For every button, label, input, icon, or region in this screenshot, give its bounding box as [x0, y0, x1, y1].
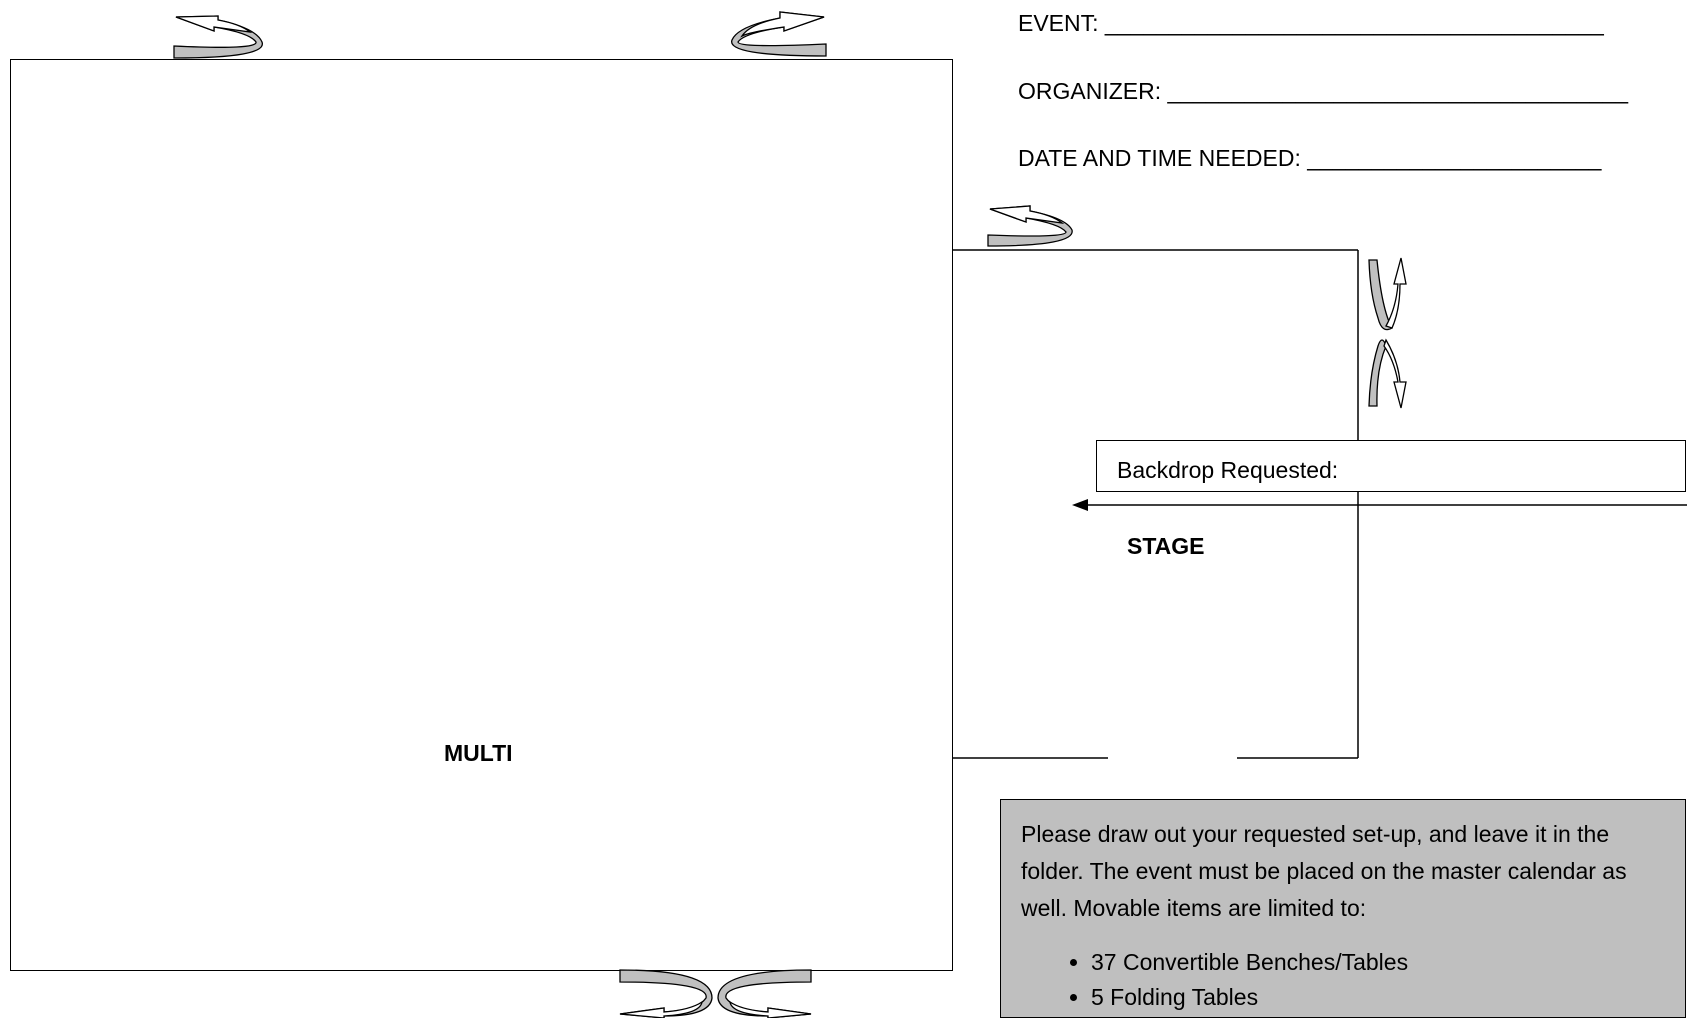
- door-arrow-multi-top-right: [732, 12, 826, 56]
- stage-room-label: STAGE: [1127, 533, 1205, 559]
- instructions-box: [1000, 799, 1686, 1018]
- door-arrow-multi-bottom-left: [620, 970, 712, 1018]
- date-time-label: DATE AND TIME NEEDED:: [1018, 145, 1301, 171]
- multi-room-label: MULTI: [444, 740, 513, 766]
- backdrop-requested-box[interactable]: [1096, 440, 1686, 492]
- event-blank[interactable]: _______________________________________: [1104, 10, 1604, 36]
- backdrop-requested-label: Backdrop Requested:: [1117, 457, 1339, 483]
- organizer-blank[interactable]: ____________________________________: [1167, 78, 1629, 104]
- stage-walls: [953, 250, 1358, 758]
- door-arrow-stage-right-lower: [1369, 340, 1406, 408]
- event-label: EVENT:: [1018, 10, 1099, 36]
- instructions-text: Please draw out your requested set-up, and leave it in the folder. The event must be placed on the master calendar as well. Movable items are limited to:: [1021, 821, 1627, 921]
- door-arrow-multi-bottom-right: [718, 970, 811, 1018]
- organizer-label: ORGANIZER:: [1018, 78, 1162, 104]
- door-arrow-multi-top-left: [174, 16, 262, 58]
- door-arrow-stage-top: [988, 206, 1072, 246]
- date-time-blank[interactable]: _______________________: [1307, 145, 1602, 171]
- movable-item: • 37 Convertible Benches/Tables: [1091, 945, 1665, 980]
- movable-items-list: [1021, 945, 1665, 1015]
- movable-item: • 5 Folding Tables: [1091, 980, 1665, 1015]
- door-arrow-stage-right-upper: [1369, 258, 1406, 330]
- backdrop-arrow: [1072, 499, 1687, 511]
